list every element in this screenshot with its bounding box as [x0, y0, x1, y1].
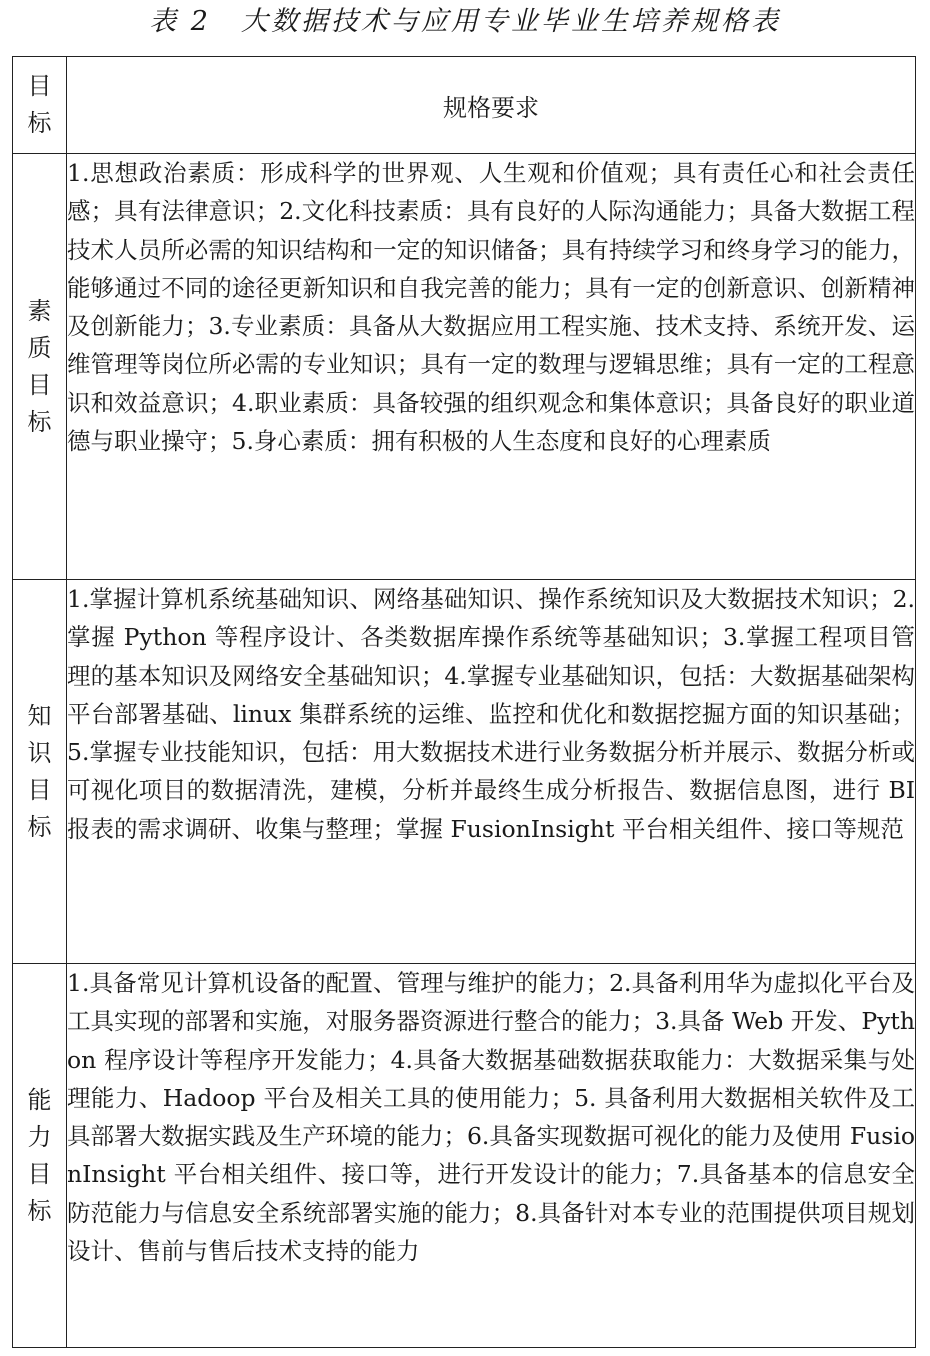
- header-target-cell: [13, 57, 67, 154]
- table-title: 表 2 大数据技术与应用专业毕业生培养规格表: [149, 6, 781, 37]
- row-target-label: 能力目标: [27, 1085, 52, 1225]
- row-requirement-text: 1.掌握计算机系统基础知识、网络基础知识、操作系统知识及大数据技术知识；2.掌握 Python 等程序设计、各类数据库操作系统等基础知识；3.掌握工程项目管理的基本知识及网络安全基础知识；4.掌握专业基础知识，包括：大数据基础架构平台部署基础、linux 集群系统的运维、监控和优化和数据挖掘方面的知识基础；5.掌握专业技能知识，包括：用大数据技术进行业务数据分析并展示、数据分析或可视化项目的数据清洗，建模，分析并最终生成分析报告、数据信息图，进行 BI 报表的需求调研、收集与整理；掌握 FusionInsight 平台相关组件、接口等规范: [67, 580, 916, 964]
- header-requirement-cell: 规格要求: [67, 57, 916, 154]
- row-target-cell: [13, 154, 67, 580]
- row-target-cell: [13, 580, 67, 964]
- table-row-ability: [13, 964, 916, 1348]
- table-row-quality: [13, 154, 916, 580]
- row-requirement-text: 1.具备常见计算机设备的配置、管理与维护的能力；2.具备利用华为虚拟化平台及工具实现的部署和实施，对服务器资源进行整合的能力；3.具备 Web 开发、Python 程序设计等程序开发能力；4.具备大数据基础数据获取能力：大数据采集与处理能力、Hadoop 平台及相关工具的使用能力；5. 具备利用大数据相关软件及工具部署大数据实践及生产环境的能力；6.具备实现数据可视化的能力及使用 FusionInsight 平台相关组件、接口等，进行开发设计的能力；7.具备基本的信息安全防范能力与信息安全系统部署实施的能力；8.具备针对本专业的范围提供项目规划设计、售前与售后技术支持的能力: [67, 964, 916, 1348]
- table-header-row: [13, 57, 916, 154]
- row-target-cell: [13, 964, 67, 1348]
- row-target-label: 知识目标: [27, 701, 52, 841]
- row-requirement-text: 1.思想政治素质：形成科学的世界观、人生观和价值观；具有责任心和社会责任感；具有法律意识；2.文化科技素质：具有良好的人际沟通能力；具备大数据工程技术人员所必需的知识结构和一定的知识储备；具有持续学习和终身学习的能力，能够通过不同的途径更新知识和自我完善的能力；具有一定的创新意识、创新精神及创新能力；3.专业素质：具备从大数据应用工程实施、技术支持、系统开发、运维管理等岗位所必需的专业知识；具有一定的数理与逻辑思维；具有一定的工程意识和效益意识；4.职业素质：具备较强的组织观念和集体意识；具备良好的职业道德与职业操守；5.身心素质：拥有积极的人生态度和良好的心理素质: [67, 154, 916, 580]
- row-target-label: 素质目标: [27, 296, 52, 436]
- table-row-knowledge: [13, 580, 916, 964]
- spec-table: [12, 56, 916, 1348]
- header-target-label: 目标: [27, 72, 52, 137]
